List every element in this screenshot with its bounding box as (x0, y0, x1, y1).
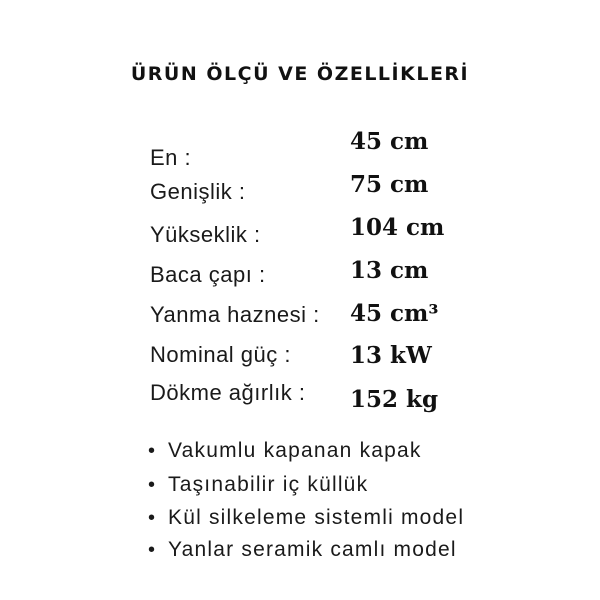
spec-value-genislik: 75 cm (350, 171, 429, 198)
feature-text: Kül silkeleme sistemli model (168, 506, 465, 529)
spec-value-baca-capi: 13 cm (350, 257, 429, 284)
spec-label-en: En : (150, 145, 192, 170)
list-item (148, 538, 457, 562)
spec-value-yukseklik: 104 cm (350, 214, 445, 241)
bullet-icon: • (148, 474, 157, 496)
page-title: ÜRÜN ÖLÇÜ VE ÖZELLİKLERİ (130, 63, 470, 85)
list-item (148, 473, 368, 497)
feature-text: Taşınabilir iç küllük (168, 473, 369, 496)
feature-text: Yanlar seramik camlı model (168, 538, 457, 561)
spec-label-baca-capi: Baca çapı : (150, 262, 266, 287)
list-item (148, 439, 422, 463)
spec-value-nominal-guc: 13 kW (350, 342, 432, 369)
list-item (148, 506, 464, 530)
spec-label-nominal-guc: Nominal güç : (150, 342, 292, 367)
spec-value-dokme-agirlik: 152 kg (350, 386, 439, 413)
spec-label-genislik: Genişlik : (150, 179, 246, 204)
spec-value-yanma-haznesi: 45 cm³ (350, 300, 439, 327)
bullet-icon: • (148, 507, 157, 529)
spec-label-dokme-agirlik: Dökme ağırlık : (150, 380, 306, 405)
bullet-icon: • (148, 440, 157, 462)
spec-value-en: 45 cm (350, 128, 429, 155)
bullet-icon: • (148, 539, 157, 561)
spec-label-yanma-haznesi: Yanma haznesi : (150, 302, 320, 327)
spec-label-yukseklik: Yükseklik : (150, 222, 261, 247)
feature-text: Vakumlu kapanan kapak (168, 439, 422, 462)
